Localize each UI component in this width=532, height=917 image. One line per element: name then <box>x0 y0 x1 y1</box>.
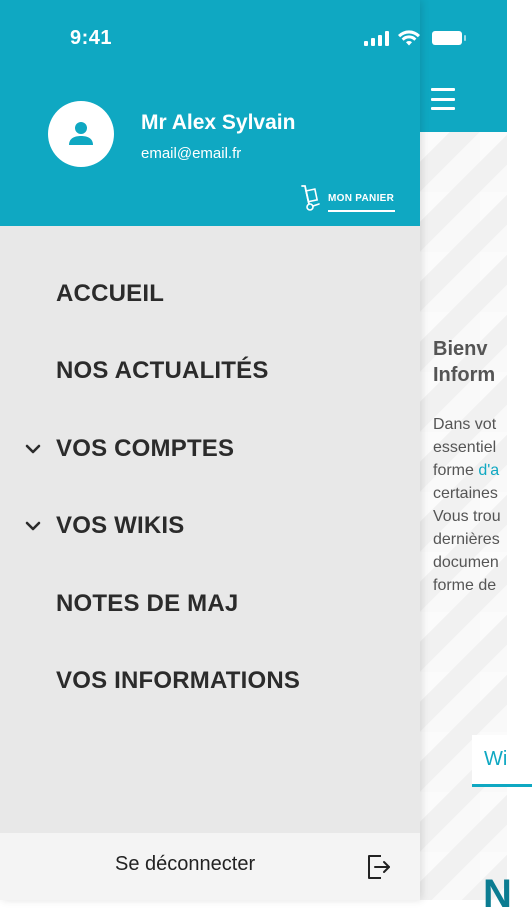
hamburger-menu-icon[interactable] <box>431 88 455 110</box>
menu-item-informations[interactable] <box>0 643 420 721</box>
menu-item-label: VOS WIKIS <box>56 512 185 540</box>
menu-item-label: VOS INFORMATIONS <box>56 667 301 695</box>
cellular-signal-icon <box>364 31 389 46</box>
drawer-footer <box>0 833 420 900</box>
bottom-heading: N <box>483 872 512 916</box>
menu-item-comptes[interactable] <box>0 410 420 488</box>
user-icon <box>66 119 96 149</box>
cart-label: MON PANIER <box>328 193 395 212</box>
user-email: email@email.fr <box>141 145 242 162</box>
menu-item-label: NOS ACTUALITÉS <box>56 357 269 385</box>
avatar[interactable] <box>48 101 114 167</box>
menu-item-actualites[interactable] <box>0 333 420 411</box>
wifi-icon <box>397 28 421 48</box>
intro-text: Dans vot essentiel forme d'a certaines Vous trou dernières documen forme de <box>433 416 501 594</box>
logout-button[interactable]: Se déconnecter <box>115 853 256 875</box>
status-time: 9:41 <box>70 27 113 49</box>
cart-button[interactable] <box>300 184 395 212</box>
drawer-menu <box>0 255 420 720</box>
menu-item-label: NOTES DE MAJ <box>56 589 239 617</box>
chevron-down-icon <box>25 520 41 532</box>
hand-truck-icon <box>300 184 320 212</box>
tab-wikis[interactable]: Wi <box>472 735 532 787</box>
logout-icon[interactable] <box>366 853 392 881</box>
menu-item-accueil[interactable] <box>0 255 420 333</box>
status-bar <box>0 0 507 75</box>
battery-icon <box>432 31 462 45</box>
intro-link[interactable]: d'a <box>478 462 500 479</box>
menu-item-notes-maj[interactable] <box>0 565 420 643</box>
welcome-title: Bienv Inform <box>433 338 496 386</box>
menu-item-label: ACCUEIL <box>56 279 165 307</box>
menu-item-wikis[interactable] <box>0 488 420 566</box>
chevron-down-icon <box>25 443 41 455</box>
menu-item-label: VOS COMPTES <box>56 434 235 462</box>
user-name: Mr Alex Sylvain <box>141 111 296 134</box>
